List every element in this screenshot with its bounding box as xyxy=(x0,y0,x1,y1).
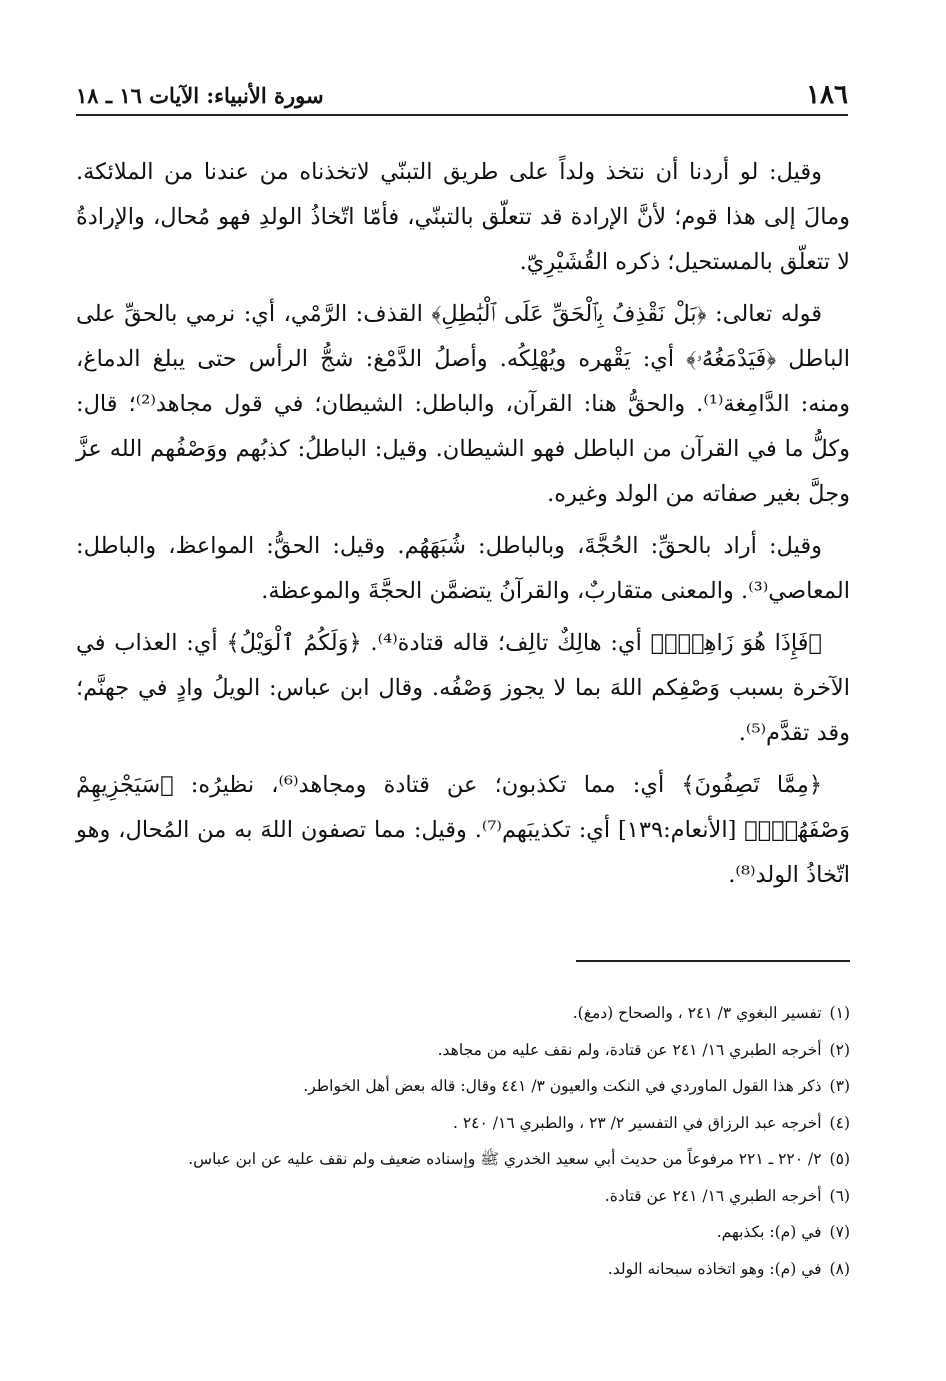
footnote xyxy=(76,1178,850,1215)
footnote xyxy=(76,1214,850,1251)
footnote-text: ذكر هذا القول الماوردي في النكت والعيون ٣/ ٤٤١ وقال: قاله بعض أهل الخواطر. xyxy=(303,1077,822,1095)
footnote-number: (٣) xyxy=(829,1077,850,1095)
footnote-number: (٦) xyxy=(829,1186,850,1205)
footnotes xyxy=(76,995,850,1287)
running-title: سورة الأنبياء: الآيات ١٦ ـ ١٨ xyxy=(76,82,324,108)
footnote-text: أخرجه عبد الرزاق في التفسير ٢/ ٢٣ ، والطبري ١٦/ ٢٤٠ . xyxy=(453,1113,822,1132)
footnote-separator xyxy=(576,960,850,962)
footnote-text: في (م): وهو اتخاذه سبحانه الولد. xyxy=(607,1259,822,1278)
paragraph: ﴿فَإِذَا هُوَ زَاهِقٌۚ﴾ أي: هالِكٌ تالِف؛ قاله قتادة⁽⁴⁾. ﴿وَلَكُمُ ٱلْوَيْلُ﴾ أي: العذاب في الآخرة بسبب وَصْفِكم اللهَ بما لا يجوز وَصْفُه. وقال ابن عباس: الويلُ وادٍ في جهنَّم؛ وقد تقدَّم⁽⁵⁾. xyxy=(76,630,850,746)
footnote xyxy=(76,1251,850,1288)
footnote-number: (١) xyxy=(829,1004,850,1022)
footnote xyxy=(76,1105,850,1142)
footnote-number: (٥) xyxy=(829,1150,850,1168)
footnote-text: أخرجه الطبري ١٦/ ٢٤١ عن قتادة. xyxy=(604,1186,822,1205)
paragraph: ﴿مِمَّا تَصِفُونَ﴾ أي: مما تكذبون؛ عن قتادة ومجاهد⁽⁶⁾، نظيرُه: ﴿سَيَجْزِيهِمْ وَصْفَهُمْۚ﴾ [الأنعام:١٣٩] أي: تكذيبَهم⁽⁷⁾. وقيل: مما تصفون اللهَ به من المُحال، وهو اتّخاذُ الولد⁽⁸⁾. xyxy=(76,772,850,888)
footnote-number: (٧) xyxy=(829,1223,850,1241)
footnote-number: (٢) xyxy=(829,1040,850,1059)
footnote xyxy=(76,1032,850,1069)
footnote xyxy=(76,995,850,1032)
footnote xyxy=(76,1068,850,1105)
paragraph: قوله تعالى: ﴿بَلْ نَقْذِفُ بِٱلْحَقِّ عَلَى ٱلْبَٰطِلِ﴾ القذف: الرَّمْي، أي: نرمي بالحقِّ على الباطل ﴿فَيَدْمَغُهُۥ﴾ أي: يَقْهره ويُهْلِكُه. وأصلُ الدَّمْغ: شجُّ الرأس حتى يبلغ الدماغ، ومنه: الدَّامِغة⁽¹⁾. والحقُّ هنا: القرآن، والباطل: الشيطان؛ في قول مجاهد⁽²⁾؛ قال: وكلُّ ما في القرآن من الباطل فهو الشيطان. وقيل: الباطلُ: كذبُهم ووَصْفُهم الله عزَّ وجلَّ بغير صفاته من الولد وغيره. xyxy=(76,301,850,507)
footnote-text: ٢/ ٢٢٠ ـ ٢٢١ مرفوعاً من حديث أبي سعيد الخدري ﷺ وإسناده ضعيف ولم نقف عليه عن ابن عباس. xyxy=(188,1150,822,1168)
footnote-number: (٨) xyxy=(829,1259,850,1278)
footnote xyxy=(76,1141,850,1178)
footnote-text: أخرجه الطبري ١٦/ ٢٤١ عن قتادة، ولم نقف عليه من مجاهد. xyxy=(437,1040,822,1059)
footnote-text: في (م): بكذبهم. xyxy=(716,1223,822,1241)
page-number: ١٨٦ xyxy=(806,80,848,110)
main-text xyxy=(76,150,850,905)
paragraph: وقيل: أراد بالحقِّ: الحُجَّةَ، وبالباطل: شُبَهَهُم. وقيل: الحقُّ: المواعظ، والباطل: المعاصي⁽³⁾. والمعنى متقاربٌ، والقرآنُ يتضمَّن الحجَّةَ والموعظة. xyxy=(76,533,850,604)
paragraph: وقيل: لو أردنا أن نتخذ ولداً على طريق التبنّي لاتخذناه من عندنا من الملائكة. ومالَ إلى هذا قوم؛ لأنَّ الإرادة قد تتعلّق بالتبنّي، فأمّا اتّخاذُ الولدِ فهو مُحال، والإرادةُ لا تتعلّق بالمستحيل؛ ذكره القُشَيْرِيّ. xyxy=(76,159,850,275)
page-header xyxy=(76,76,848,116)
footnote-number: (٤) xyxy=(829,1113,850,1132)
footnote-text: تفسير البغوي ٣/ ٢٤١ ، والصحاح (دمغ). xyxy=(572,1004,822,1022)
